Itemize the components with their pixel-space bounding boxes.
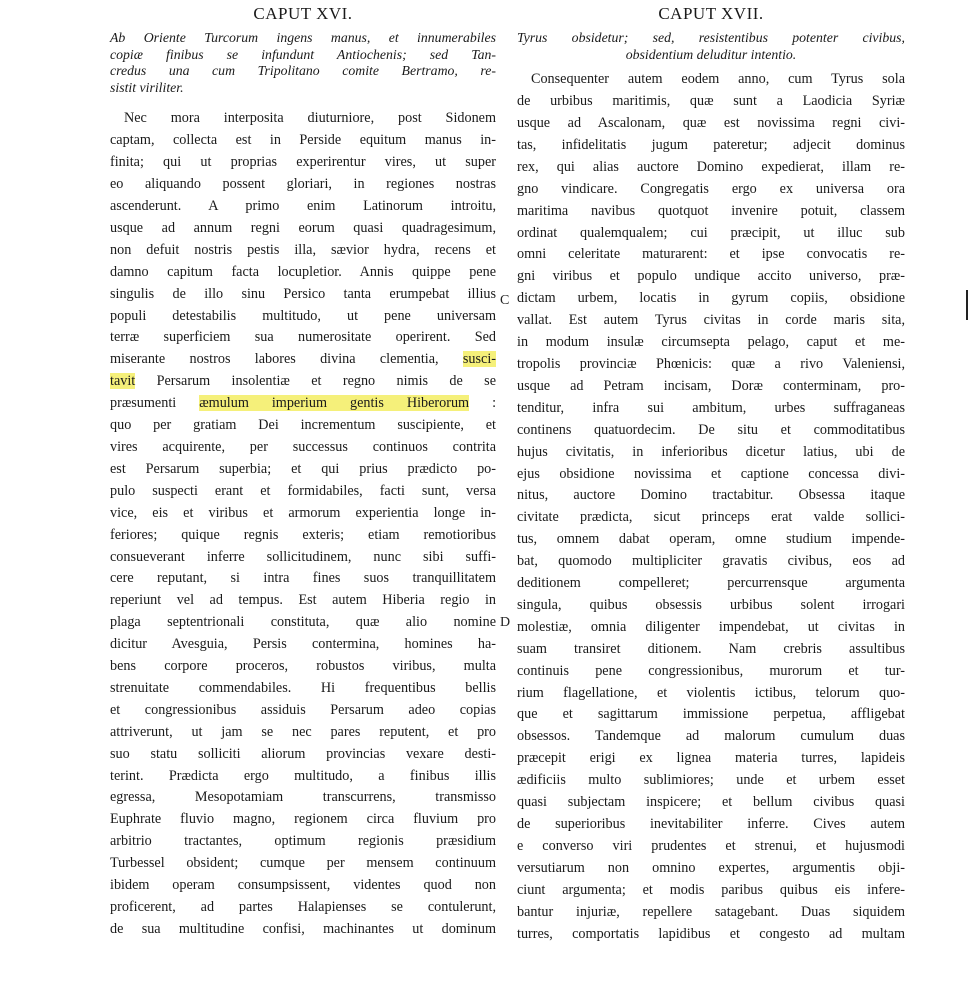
margin-marker-d: D [500,615,511,630]
chapter-body-xvi [110,108,496,940]
summary-line: Tyrus obsidetur; sed, resistentibus potenter civibus, [517,30,905,45]
text-line [110,393,496,415]
text-line: e converso viri prudentes et strenui, et hujusmodi [517,837,905,854]
chapter-summary-xvi [110,30,496,96]
summary-line: credus una cum Tripolitano comite Bertramo, re- [110,63,496,79]
text-line: ibidem operam consumpsissent, videntes quod non [110,877,496,894]
text-line: in modum insulæ circumsepta pelago, caput et me- [517,334,905,351]
text-line: egressa, Mesopotamiam transcurrens, transmisso [110,789,496,806]
text-line: suo statu solliciti aliorum provincias vexare desti- [110,745,496,762]
text-line: cere reputant, si intra fines suos tranquillitatem [110,570,496,587]
text-line: vires acquirente, per successus continuos contrita [110,438,496,455]
summary-line: sistit viriliter. [110,79,184,95]
chapter-summary-xvii [517,30,905,63]
text-line: reperiunt vel ad tempus. Est autem Hiberia regio in [110,592,496,609]
text-line: et congressionibus assiduis Persarum adeo copias [110,701,496,718]
text-line [110,349,496,371]
margin-marker-c: C [500,293,510,308]
text-line: feriores; quique regnis exteris; etiam remotioribus [110,526,496,543]
chapter-body-xvii [517,69,905,945]
text-line: rium flagellatione, et violentis ictibus, telorum quo- [517,684,905,701]
text-line: tropolis provinciæ Phœnicis: quæ a rivo Valeniensi, [517,355,905,372]
text-line: populi detestabilis multitudo, ut pene universam [110,307,496,324]
text-line: omni celeritate maturarent: et ipse convocatis re- [517,246,905,263]
text-line: ædificiis multo sublimiores; unde et urbem esset [517,772,905,789]
text-line: gni viribus et populo undique accito universo, præ- [517,268,905,285]
text-line: rex, qui alias auctore Domino expedierat, illam re- [517,158,905,175]
text-line: terint. Prædicta ergo multitudo, a finibus illis [110,767,496,784]
text-line: de superioribus inevitabiliter inferre. Cives autem [517,816,905,832]
text-line: dicitur Avesguia, Persis contermina, homines ha- [110,636,496,653]
text-line: non defuit nostris pestis illa, sævior hydra, recens et [110,241,496,258]
text-line: que et sagittarum immissione perpetua, affligebat [517,706,905,723]
text-line: ascenderunt. A primo enim Latinorum introitu, [110,198,496,214]
text-line: terræ superficiem sua numerositate operirent. Sed [110,329,496,346]
text-line: præcepit erigi ex lignea materia turres, lapideis [517,750,905,767]
text-line: proficerent, ad partes Halapienses se contulerunt, [110,899,496,915]
text-line: civitate prædicta, sicut princeps erat valde sollici- [517,509,905,526]
text-line: versutiarum non omnino expertes, argumentis obji- [517,859,905,876]
text-line: quo per gratiam Dei incrementum suscipiente, et [110,417,496,434]
text-line: quasi subjectam inspicere; et bellum civibus quasi [517,794,905,811]
text-line: bens corpore proceros, robustos viribus, multa [110,658,496,675]
text-line: Nec mora interposita diuturniore, post Sidonem [124,110,496,127]
text-line: consueverant inferre sollicitudinem, nunc sibi suffi- [110,548,496,565]
text-line: arbitrio tractantes, optimum regionis præsidium [110,833,496,850]
text-line: de sua multitudine confisi, machinantes ut dominum [110,920,496,937]
text-line: continens quatuordecim. De situ et commoditatibus [517,421,905,438]
text-line: gno vindicare. Congregatis ergo ex universa ora [517,180,905,197]
text-line: Turbessel obsident; cumque per mensem continuum [110,855,496,872]
text-line: plaga septentrionali constituta, quæ alio nomine [110,614,496,631]
text-line: ejus obsidione novissima et captione concessa divi- [517,465,905,482]
text-line: suam transiret ditionem. Nam crebris assultibus [517,640,905,657]
text-line: usque ad Ascalonam, quæ est novissima regni civi- [517,115,905,131]
text-line: est Persarum superbia; et qui prius prædicto po- [110,460,496,477]
chapter-title-xvi: CAPUT XVI. [253,4,353,23]
text-line: vice, eis et viribus et armorum experientia longe in- [110,504,496,521]
text-fragment: : [492,395,497,412]
text-line: tenditur, infra sui ambitum, urbes suffraganeas [517,399,905,416]
text-fragment: Persarum insolentiæ et regno nimis de se [156,373,497,390]
highlighted-text: æmulum imperium gentis Hiberorum [199,395,470,412]
highlighted-text: susci- [462,351,496,368]
chapter-title-xvii: CAPUT XVII. [658,4,764,23]
text-line: tas, infidelitatis jugum pateretur; adjecit dominus [517,136,905,153]
text-line [110,371,496,393]
text-line: ordinat qualemqualem; cui præcipit, ut illuc sub [517,224,905,241]
text-line: dictam urbem, locatis in gyrum copiis, obsidione [517,290,905,307]
text-line: molestiæ, omnia diligenter impendebat, ut civitas in [517,618,905,635]
scan-edge-mark [966,290,968,320]
text-line: maritima navibus quotquot invenire potuit, classem [517,202,905,219]
text-line: continuis pene congressionibus, murorum et tur- [517,662,905,679]
text-line: deditionem compelleret; percurrensque argumenta [517,575,905,592]
summary-line: copiæ finibus se infundunt Antiochenis; sed Tan- [110,46,496,62]
text-line: bantur injuriæ, repellere satagebant. Duas siquidem [517,903,905,920]
left-column [110,2,496,941]
text-line: singulis de illo sinu Persico tanta erumpebat illius [110,285,496,302]
text-line: Euphrate fluvio magno, regionem circa fluvium pro [110,811,496,828]
text-line: hujus civitatis, in inferioribus dicetur latius, ubi de [517,443,905,460]
text-line: obsessos. Tandemque ad malorum cumulum duas [517,728,905,745]
text-line: turres, comportatis lapidibus et congesto ad multam [517,925,905,942]
text-line: Consequenter autem eodem anno, cum Tyrus sola [531,71,905,88]
text-line: tus, omnem dabat operam, omne studium impende- [517,531,905,548]
text-line: finita; qui ut proprias experirentur vires, ut super [110,154,496,171]
text-line: nitus, auctore Domino tractabitur. Obsessa itaque [517,487,905,504]
highlighted-text: tavit [110,373,136,390]
text-line: vallat. Est autem Tyrus civitas in corde maris sita, [517,312,905,329]
text-line: strenuitate commendabiles. Hi frequentibus bellis [110,679,496,696]
text-line: eo aliquando possent gloriari, in regiones nostras [110,176,496,193]
text-line: usque ad annum regni eorum quasi quadragesimum, [110,219,496,236]
text-line: captam, collecta est in Perside equitum manus in- [110,132,496,149]
summary-line: obsidentium deluditur intentio. [625,46,797,62]
summary-line: Ab Oriente Turcorum ingens manus, et innumerabiles [110,30,496,45]
text-line: singula, quibus obsessis urbibus solent irrogari [517,596,905,613]
text-line: bat, quomodo multipliciter gravatis civibus, eos ad [517,553,905,570]
text-line: usque ad Petram incisam, Doræ conterminam, pro- [517,377,905,394]
text-line: de urbibus maritimis, quæ sunt a Laodicia Syriæ [517,93,905,110]
right-column [517,2,905,945]
text-line: pulo suspecti erant et formidabiles, facti sunt, versa [110,482,496,499]
text-fragment: præsumenti [110,395,177,412]
text-line: attriverunt, ut jam se nec pares reputent, et pro [110,723,496,740]
text-line: damno capitum facta locupletior. Annis quippe pene [110,263,496,280]
text-fragment: miserante nostros labores divina clementia, [110,351,439,368]
text-line: ciunt argumenta; et modis paribus quibus eis infere- [517,881,905,898]
